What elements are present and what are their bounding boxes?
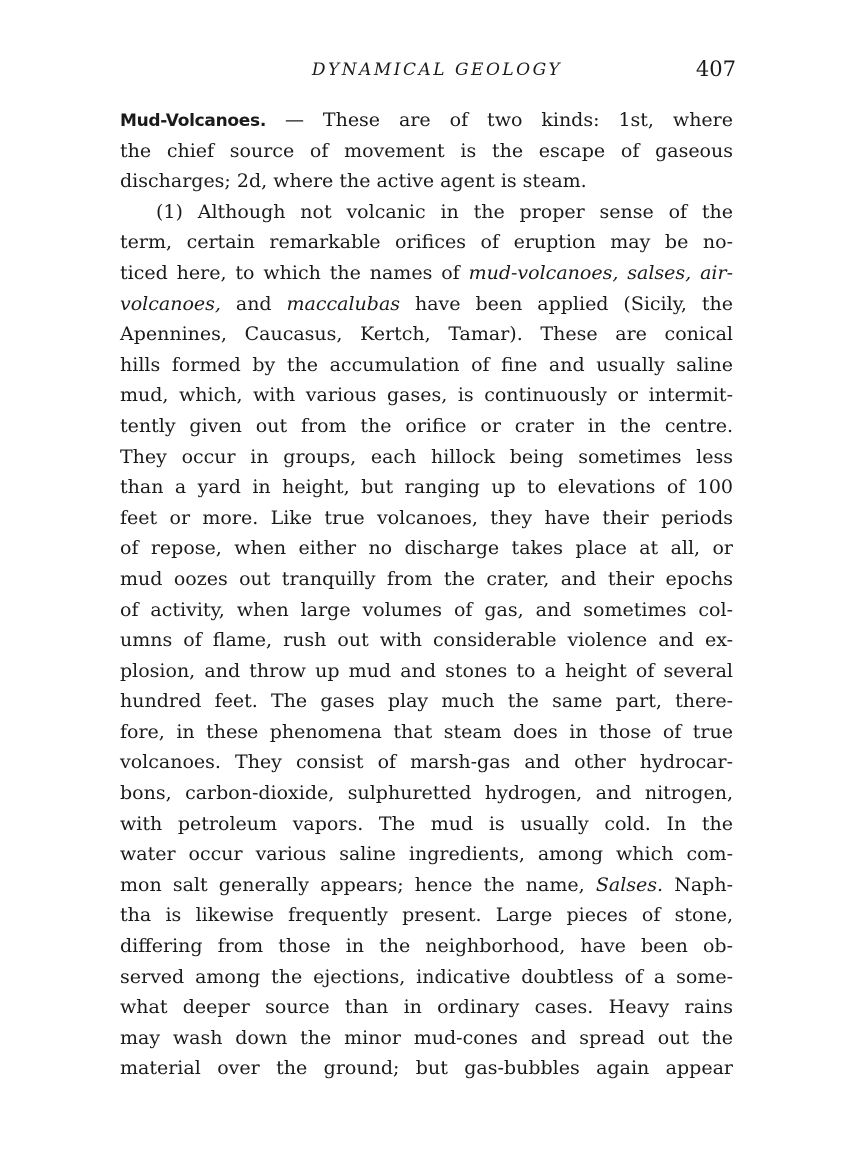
text-line [120, 380, 733, 411]
line-segment-italic: Salses. [595, 873, 664, 896]
line-segment: ticed here, to which the names of [120, 261, 469, 284]
line-segment: may wash down the minor mud-cones and spread out the [120, 1026, 733, 1049]
line-segment: water occur various saline ingredients, among which com- [120, 843, 733, 866]
line-segment: term, certain remarkable orifices of eruption may be no- [120, 231, 733, 254]
line-segment: bons, carbon-dioxide, sulphuretted hydrogen, and nitrogen, [120, 782, 733, 805]
line-segment: volcanoes. They consist of marsh-gas and other hydrocar- [120, 751, 733, 774]
line-segment: fore, in these phenomena that steam does in those of true [120, 720, 733, 743]
line-segment: than a yard in height, but ranging up to elevations of 100 [120, 476, 733, 499]
line-segment: the chief source of movement is the escape of gaseous [120, 139, 733, 162]
text-line [120, 625, 733, 656]
text-line [120, 931, 733, 962]
line-segment: hills formed by the accumulation of fine and usually saline [120, 353, 733, 376]
line-segment: tently given out from the orifice or crater in the centre. [120, 414, 733, 437]
text-line [120, 595, 733, 626]
line-segment: plosion, and throw up mud and stones to a height of several [120, 659, 733, 682]
text-line [120, 747, 733, 778]
text-line [120, 319, 733, 350]
line-segment: feet or more. Like true volcanoes, they have their periods [120, 506, 733, 529]
text-line [120, 992, 733, 1023]
text-line [120, 962, 733, 993]
text-line [120, 717, 733, 748]
text-line [120, 350, 733, 381]
text-line [120, 656, 733, 687]
text-line [120, 809, 733, 840]
running-title: DYNAMICAL GEOLOGY [311, 60, 563, 80]
line-segment: served among the ejections, indicative doubtless of a some- [120, 965, 733, 988]
text-line [120, 778, 733, 809]
line-segment: of repose, when either no discharge takes place at all, or [120, 537, 733, 560]
text-line [120, 900, 733, 931]
text-line [120, 472, 733, 503]
text-line [120, 533, 733, 564]
line-segment: They occur in groups, each hillock being sometimes less [120, 445, 733, 468]
text-line [120, 503, 733, 534]
text-line [120, 870, 733, 901]
text-line [120, 411, 733, 442]
line-segment-italic: mud-volcanoes, salses, air- [468, 261, 733, 284]
text-line [120, 258, 733, 289]
line-segment: — These are of two kinds: 1st, where [265, 109, 733, 131]
text-line [120, 1023, 733, 1054]
line-segment: mud oozes out tranquilly from the crater, and their epochs [120, 567, 733, 590]
line-segment: with petroleum vapors. The mud is usually cold. In the [120, 812, 733, 835]
line-segment-italic: volcanoes, [120, 292, 221, 315]
line-segment: discharges; 2d, where the active agent is steam. [120, 170, 587, 193]
text-line [120, 289, 733, 320]
text-line [120, 105, 733, 136]
section-heading: Mud-Volcanoes. [120, 111, 266, 131]
line-segment-italic: maccalubas [286, 292, 401, 315]
line-segment: umns of flame, rush out with considerable violence and ex- [120, 629, 733, 652]
line-segment: Naph- [663, 873, 733, 896]
text-line [120, 839, 733, 870]
line-segment: (1) Although not volcanic in the proper sense of the [156, 200, 733, 223]
text-line [120, 197, 733, 228]
line-segment: material over the ground; but gas-bubbles again appear [120, 1057, 733, 1080]
line-segment: mon salt generally appears; hence the name, [120, 873, 596, 896]
text-line [120, 136, 733, 167]
text-line [120, 227, 733, 258]
text-line [120, 686, 733, 717]
page-number: 407 [695, 57, 736, 81]
line-segment: of activity, when large volumes of gas, and sometimes col- [120, 598, 733, 621]
text-line [120, 166, 733, 197]
line-segment: differing from those in the neighborhood, have been ob- [120, 935, 733, 958]
running-head [120, 57, 740, 90]
line-segment: and [220, 292, 287, 315]
text-line [120, 442, 733, 473]
line-segment: what deeper source than in ordinary cases. Heavy rains [120, 996, 733, 1019]
line-segment: Apennines, Caucasus, Kertch, Tamar). These are conical [120, 323, 733, 346]
text-line [120, 564, 733, 595]
line-segment: hundred feet. The gases play much the same part, there- [120, 690, 733, 713]
text-line [120, 1053, 733, 1084]
body-text [120, 105, 733, 1084]
line-segment: tha is likewise frequently present. Large pieces of stone, [120, 904, 733, 927]
line-segment: mud, which, with various gases, is continuously or intermit- [120, 384, 733, 407]
line-segment: have been applied (Sicily, the [400, 292, 733, 315]
